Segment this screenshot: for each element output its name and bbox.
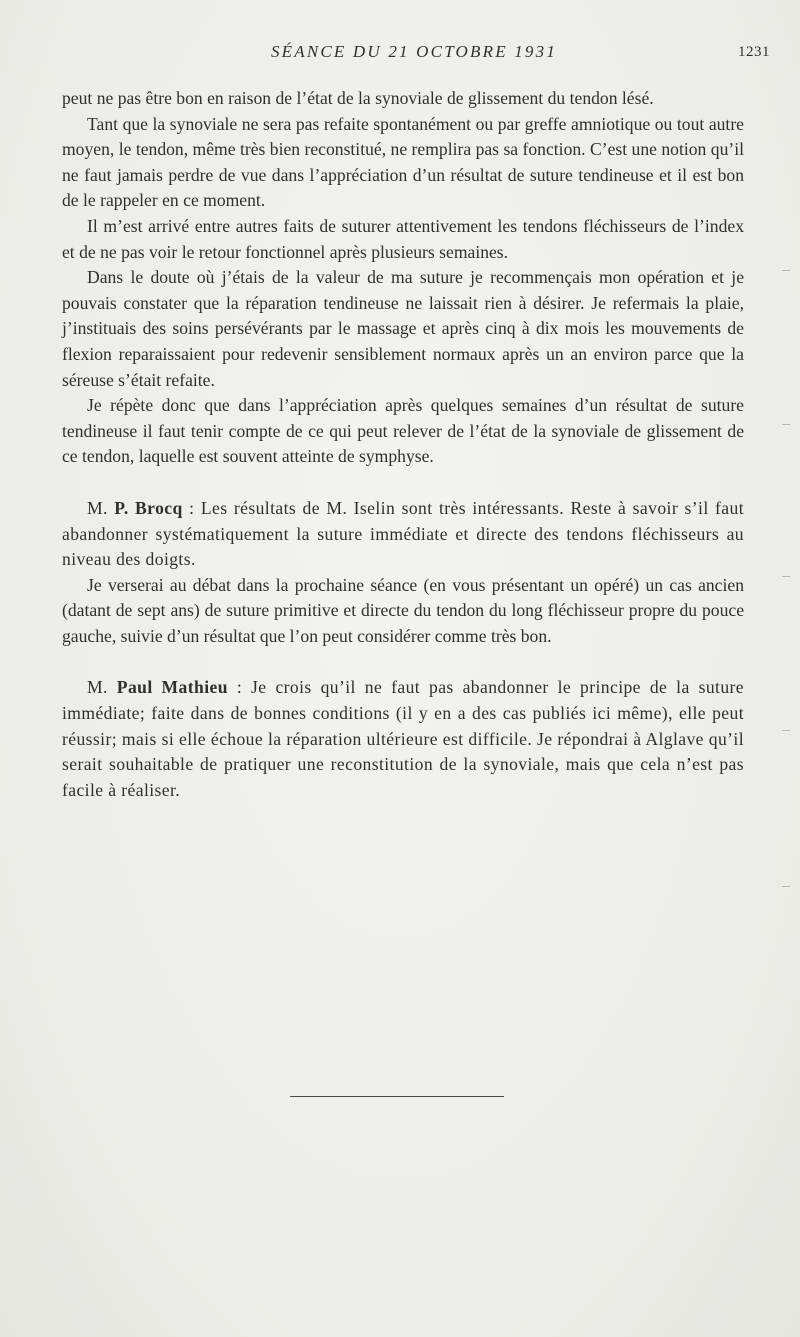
- paragraph-continuation: peut ne pas être bon en raison de l’état de la synoviale de glissement du tendon lésé.: [62, 88, 654, 108]
- paragraph-reoperation: Dans le doute où j’étais de la valeur de ma suture je recommençais mon opération et je pouvais constater que la réparation tendineuse ne laissait rien à désirer. Je refermais la plaie, j’instituais des soins persévérants par le massage et après cinq à dix mois les mouvements de flexion reparaissaient pour redevenir sensiblement normaux après un an environ parce que la séreuse s’était refaite.: [62, 267, 744, 390]
- speaker-text-brocq: : Les résultats de M. Iselin sont très intéressants. Reste à savoir s’il faut abandonner systématiquement la suture immédiate et directe des tendons fléchisseurs au niveau des doigts.: [62, 497, 744, 570]
- speaker-text-mathieu: : Je crois qu’il ne faut pas abandonner le principe de la suture immédiate; faite dans de bonnes conditions (il y en a des cas publiés ici même), elle peut réussir; mais si elle échoue la réparation ultérieure est difficile. Je répondrai à Alglave qu’il serait souhaitable de pratiquer une reconstitution de la synoviale, mais que cela n’est pas facile à réaliser.: [62, 677, 745, 800]
- paragraph-brocq-case: Je verserai au débat dans la prochaine séance (en vous présentant un opéré) un cas ancien (datant de sept ans) de suture primitive et directe du tendon du long fléchisseur propre du pouce gauche, suivie d’un résultat que l’on peut considérer comme très bon.: [62, 574, 744, 646]
- speaker-prefix: M.: [87, 497, 115, 518]
- end-rule: [290, 1096, 504, 1097]
- speaker-name-brocq: P. Brocq: [114, 497, 183, 518]
- page-number: 1231: [738, 44, 770, 60]
- running-title: SÉANCE DU 21 OCTOBRE 1931: [270, 42, 558, 61]
- paragraph-experience: Il m’est arrivé entre autres faits de suturer attentivement les tendons fléchisseurs de l’index et de ne pas voir le retour fonctionnel après plusieurs semaines.: [62, 215, 744, 262]
- margin-mark: [782, 730, 790, 731]
- speaker-prefix: M.: [87, 677, 117, 698]
- margin-mark: [782, 886, 790, 887]
- paragraph-mathieu: [62, 675, 744, 803]
- document-body: [62, 86, 744, 803]
- section-gap: [62, 470, 744, 496]
- section-gap: [62, 649, 744, 675]
- margin-mark: [782, 576, 790, 577]
- margin-mark: [782, 270, 790, 271]
- paragraph-brocq: [62, 496, 744, 573]
- speaker-name-mathieu: Paul Mathieu: [116, 677, 228, 698]
- margin-mark: [782, 424, 790, 425]
- paragraph-conclusion: Je répète donc que dans l’appréciation après quelques semaines d’un résultat de suture tendineuse il faut tenir compte de ce qui peut relever de l’état de la synoviale de glissement de ce tendon, laquelle est souvent atteinte de symphyse.: [62, 395, 744, 467]
- page-header: [62, 40, 770, 68]
- paragraph-synoviale: Tant que la synoviale ne sera pas refaite spontanément ou par greffe amniotique ou tout autre moyen, le tendon, même très bien reconstitué, ne remplira pas sa fonction. C’est une notion qu’il ne faut jamais perdre de vue dans l’appréciation d’un résultat de suture tendineuse et il est bon de le rappeler en ce moment.: [62, 113, 744, 211]
